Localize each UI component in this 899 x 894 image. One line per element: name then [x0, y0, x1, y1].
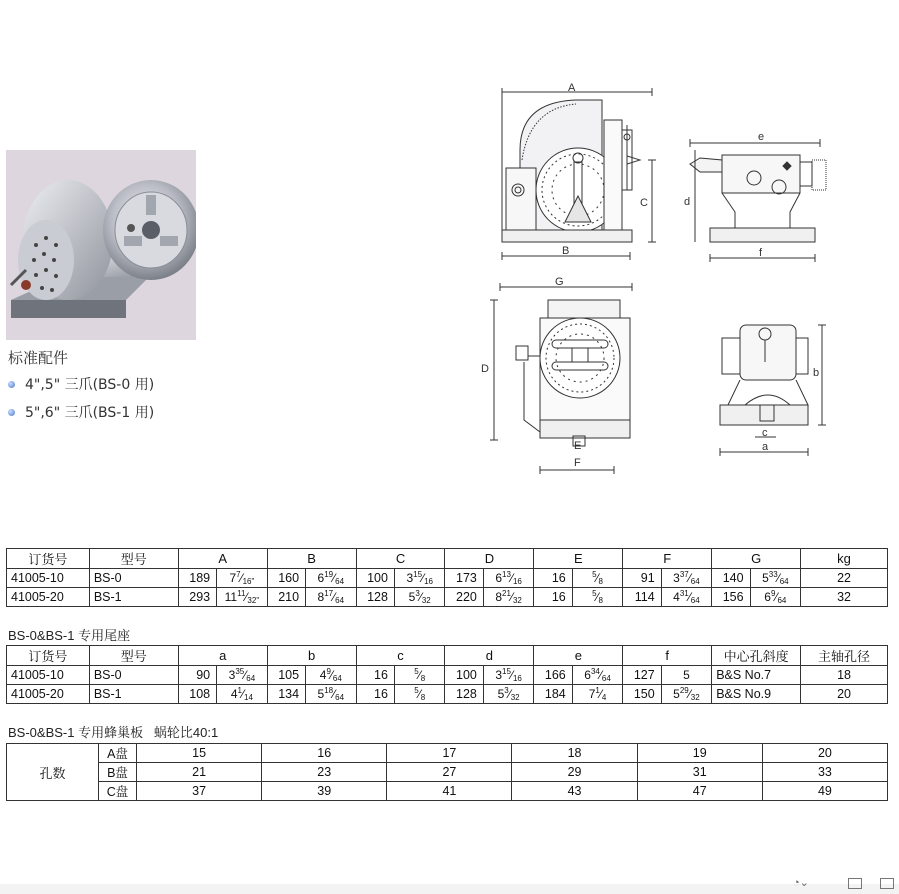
order-code: 41005-20: [7, 685, 90, 704]
col-header: 订货号: [7, 549, 90, 569]
inch-cell: $11^{11}⁄_{32"}$: [217, 588, 268, 607]
mm-cell: 184: [534, 685, 572, 704]
hole-count: 41: [387, 782, 512, 801]
accessory-item: [8, 374, 154, 394]
mm-cell: 173: [445, 569, 483, 588]
inch-cell: $5^{29}⁄_{32}$: [661, 685, 712, 704]
table-header-row: [7, 646, 888, 666]
dim-D: D: [481, 363, 489, 375]
front-view: [502, 82, 656, 260]
inch-cell: $8^{21}⁄_{32}$: [483, 588, 534, 607]
dim-c: c: [762, 427, 768, 439]
col-header: G: [712, 549, 801, 569]
col-header: f: [623, 646, 712, 666]
row-label: 孔数: [7, 744, 99, 801]
dim-G: G: [555, 276, 564, 288]
col-header: d: [445, 646, 534, 666]
accessory-item-label: 5",6" 三爪(BS-1 用): [25, 405, 155, 421]
inch-cell: $3^{15}⁄_{16}$: [394, 569, 445, 588]
dim-e: e: [758, 131, 765, 143]
hole-count: 19: [637, 744, 762, 763]
mm-cell: 128: [356, 588, 394, 607]
photo-dividing-head: [6, 150, 196, 340]
mm-cell: 16: [356, 666, 394, 685]
dim-B: B: [562, 245, 570, 257]
tailstock-caption: BS-0&BS-1 专用尾座: [8, 628, 131, 643]
bullet-icon: [8, 381, 15, 388]
dim-E: E: [574, 440, 582, 452]
col-header: 主轴孔径: [801, 646, 888, 666]
table-row: [7, 763, 888, 782]
mm-cell: 166: [534, 666, 572, 685]
accessory-item: [8, 402, 154, 422]
mm-cell: 100: [356, 569, 394, 588]
inch-cell: $5^{33}⁄_{64}$: [750, 569, 801, 588]
hole-count: 16: [262, 744, 387, 763]
hole-count: 27: [387, 763, 512, 782]
inch-cell: $5^3⁄_{32}$: [483, 685, 534, 704]
bore-cell: 18: [801, 666, 888, 685]
dim-d: d: [684, 196, 691, 208]
inch-cell: $6^{19}⁄_{64}$: [306, 569, 357, 588]
inch-cell: $4^1⁄_{14}$: [217, 685, 268, 704]
model: BS-0: [89, 569, 178, 588]
plate-label: B盘: [99, 763, 137, 782]
mm-cell: 140: [712, 569, 750, 588]
product-photo: [6, 150, 196, 340]
inch-cell: $4^9⁄_{64}$: [306, 666, 357, 685]
hole-count: 39: [262, 782, 387, 801]
inch-cell: $6^{34}⁄_{64}$: [572, 666, 623, 685]
hole-count: 18: [512, 744, 637, 763]
inch-cell: $5^{18}⁄_{64}$: [306, 685, 357, 704]
weight-cell: 22: [801, 569, 888, 588]
col-header: 型号: [89, 646, 178, 666]
table-header-row: [7, 549, 888, 569]
dim-F: F: [574, 457, 581, 469]
inch-cell: $3^{37}⁄_{64}$: [661, 569, 712, 588]
accessory-item-label: 4",5" 三爪(BS-0 用): [25, 377, 155, 393]
hole-count: 33: [762, 763, 887, 782]
mm-cell: 160: [267, 569, 305, 588]
col-header: b: [267, 646, 356, 666]
hole-count: 31: [637, 763, 762, 782]
mm-cell: 105: [267, 666, 305, 685]
technical-drawings: [478, 78, 888, 478]
dim-f: f: [759, 247, 763, 259]
col-header: e: [534, 646, 623, 666]
mm-cell: 16: [356, 685, 394, 704]
model: BS-1: [89, 588, 178, 607]
hole-count: 20: [762, 744, 887, 763]
mm-cell: 134: [267, 685, 305, 704]
inch-cell: $4^{31}⁄_{64}$: [661, 588, 712, 607]
inch-cell: $^5⁄_8$: [572, 588, 623, 607]
hole-count: 43: [512, 782, 637, 801]
col-header: 订货号: [7, 646, 90, 666]
tailstock-table: [6, 645, 888, 704]
col-header: A: [178, 549, 267, 569]
col-header: B: [267, 549, 356, 569]
accessory-title: 标准配件: [8, 349, 69, 367]
index-plate-caption: BS-0&BS-1 专用蜂巢板 蜗轮比40:1: [8, 725, 219, 740]
model: BS-0: [89, 666, 178, 685]
order-code: 41005-10: [7, 666, 90, 685]
mm-cell: 293: [178, 588, 216, 607]
inch-cell: $8^{17}⁄_{64}$: [306, 588, 357, 607]
inch-cell: $6^9⁄_{64}$: [750, 588, 801, 607]
inch-cell: $6^{13}⁄_{16}$: [483, 569, 534, 588]
mm-cell: 156: [712, 588, 750, 607]
weight-cell: 32: [801, 588, 888, 607]
table-row: [7, 744, 888, 763]
table-row: [7, 569, 888, 588]
bottom-strip: [0, 884, 899, 894]
bullet-icon: [8, 409, 15, 416]
col-header: a: [178, 646, 267, 666]
col-header: c: [356, 646, 445, 666]
mm-cell: 210: [267, 588, 305, 607]
mm-cell: 16: [534, 588, 572, 607]
mm-cell: 16: [534, 569, 572, 588]
inch-cell: $7^1⁄_4$: [572, 685, 623, 704]
window-icon[interactable]: [880, 878, 894, 889]
inch-cell: $3^{35}⁄_{64}$: [217, 666, 268, 685]
hole-count: 29: [512, 763, 637, 782]
spec-table: [6, 548, 888, 607]
col-header: E: [534, 549, 623, 569]
mm-cell: 100: [445, 666, 483, 685]
col-header: kg: [801, 549, 888, 569]
hole-count: 49: [762, 782, 887, 801]
taper-cell: B&S No.7: [712, 666, 801, 685]
col-header: 型号: [89, 549, 178, 569]
inch-cell: $7^7⁄_{16"}$: [217, 569, 268, 588]
index-plate-table: [6, 743, 888, 801]
plate-label: A盘: [99, 744, 137, 763]
inch-cell: $^5⁄_8$: [394, 666, 445, 685]
inch-cell: $^5⁄_8$: [394, 685, 445, 704]
wifi-icon[interactable]: ◔⌄: [793, 877, 809, 889]
taper-cell: B&S No.9: [712, 685, 801, 704]
side-view: [684, 131, 826, 262]
col-header: C: [356, 549, 445, 569]
mm-cell: 220: [445, 588, 483, 607]
dim-A: A: [568, 82, 576, 94]
tail-view: [720, 325, 826, 456]
hole-count: 37: [137, 782, 262, 801]
plate-label: C盘: [99, 782, 137, 801]
inch-cell: $3^{15}⁄_{16}$: [483, 666, 534, 685]
screen-icon[interactable]: [848, 878, 862, 889]
model: BS-1: [89, 685, 178, 704]
col-header: 中心孔斜度: [712, 646, 801, 666]
table-row: [7, 666, 888, 685]
mm-cell: 189: [178, 569, 216, 588]
hole-count: 21: [137, 763, 262, 782]
top-view: [481, 276, 632, 474]
dim-b: b: [813, 367, 820, 379]
inch-cell: $^5⁄_8$: [572, 569, 623, 588]
mm-cell: 90: [178, 666, 216, 685]
table-row: [7, 782, 888, 801]
mm-cell: 91: [623, 569, 661, 588]
hole-count: 15: [137, 744, 262, 763]
col-header: D: [445, 549, 534, 569]
inch-cell: $5^3⁄_{32}$: [394, 588, 445, 607]
mm-cell: 127: [623, 666, 661, 685]
col-header: F: [623, 549, 712, 569]
inch-cell: 5: [661, 666, 712, 685]
mm-cell: 114: [623, 588, 661, 607]
hole-count: 23: [262, 763, 387, 782]
mm-cell: 150: [623, 685, 661, 704]
hole-count: 17: [387, 744, 512, 763]
mm-cell: 108: [178, 685, 216, 704]
mm-cell: 128: [445, 685, 483, 704]
hole-count: 47: [637, 782, 762, 801]
bore-cell: 20: [801, 685, 888, 704]
order-code: 41005-10: [7, 569, 90, 588]
table-row: [7, 685, 888, 704]
table-row: [7, 588, 888, 607]
order-code: 41005-20: [7, 588, 90, 607]
dim-a: a: [762, 441, 769, 453]
dim-C: C: [640, 197, 648, 209]
